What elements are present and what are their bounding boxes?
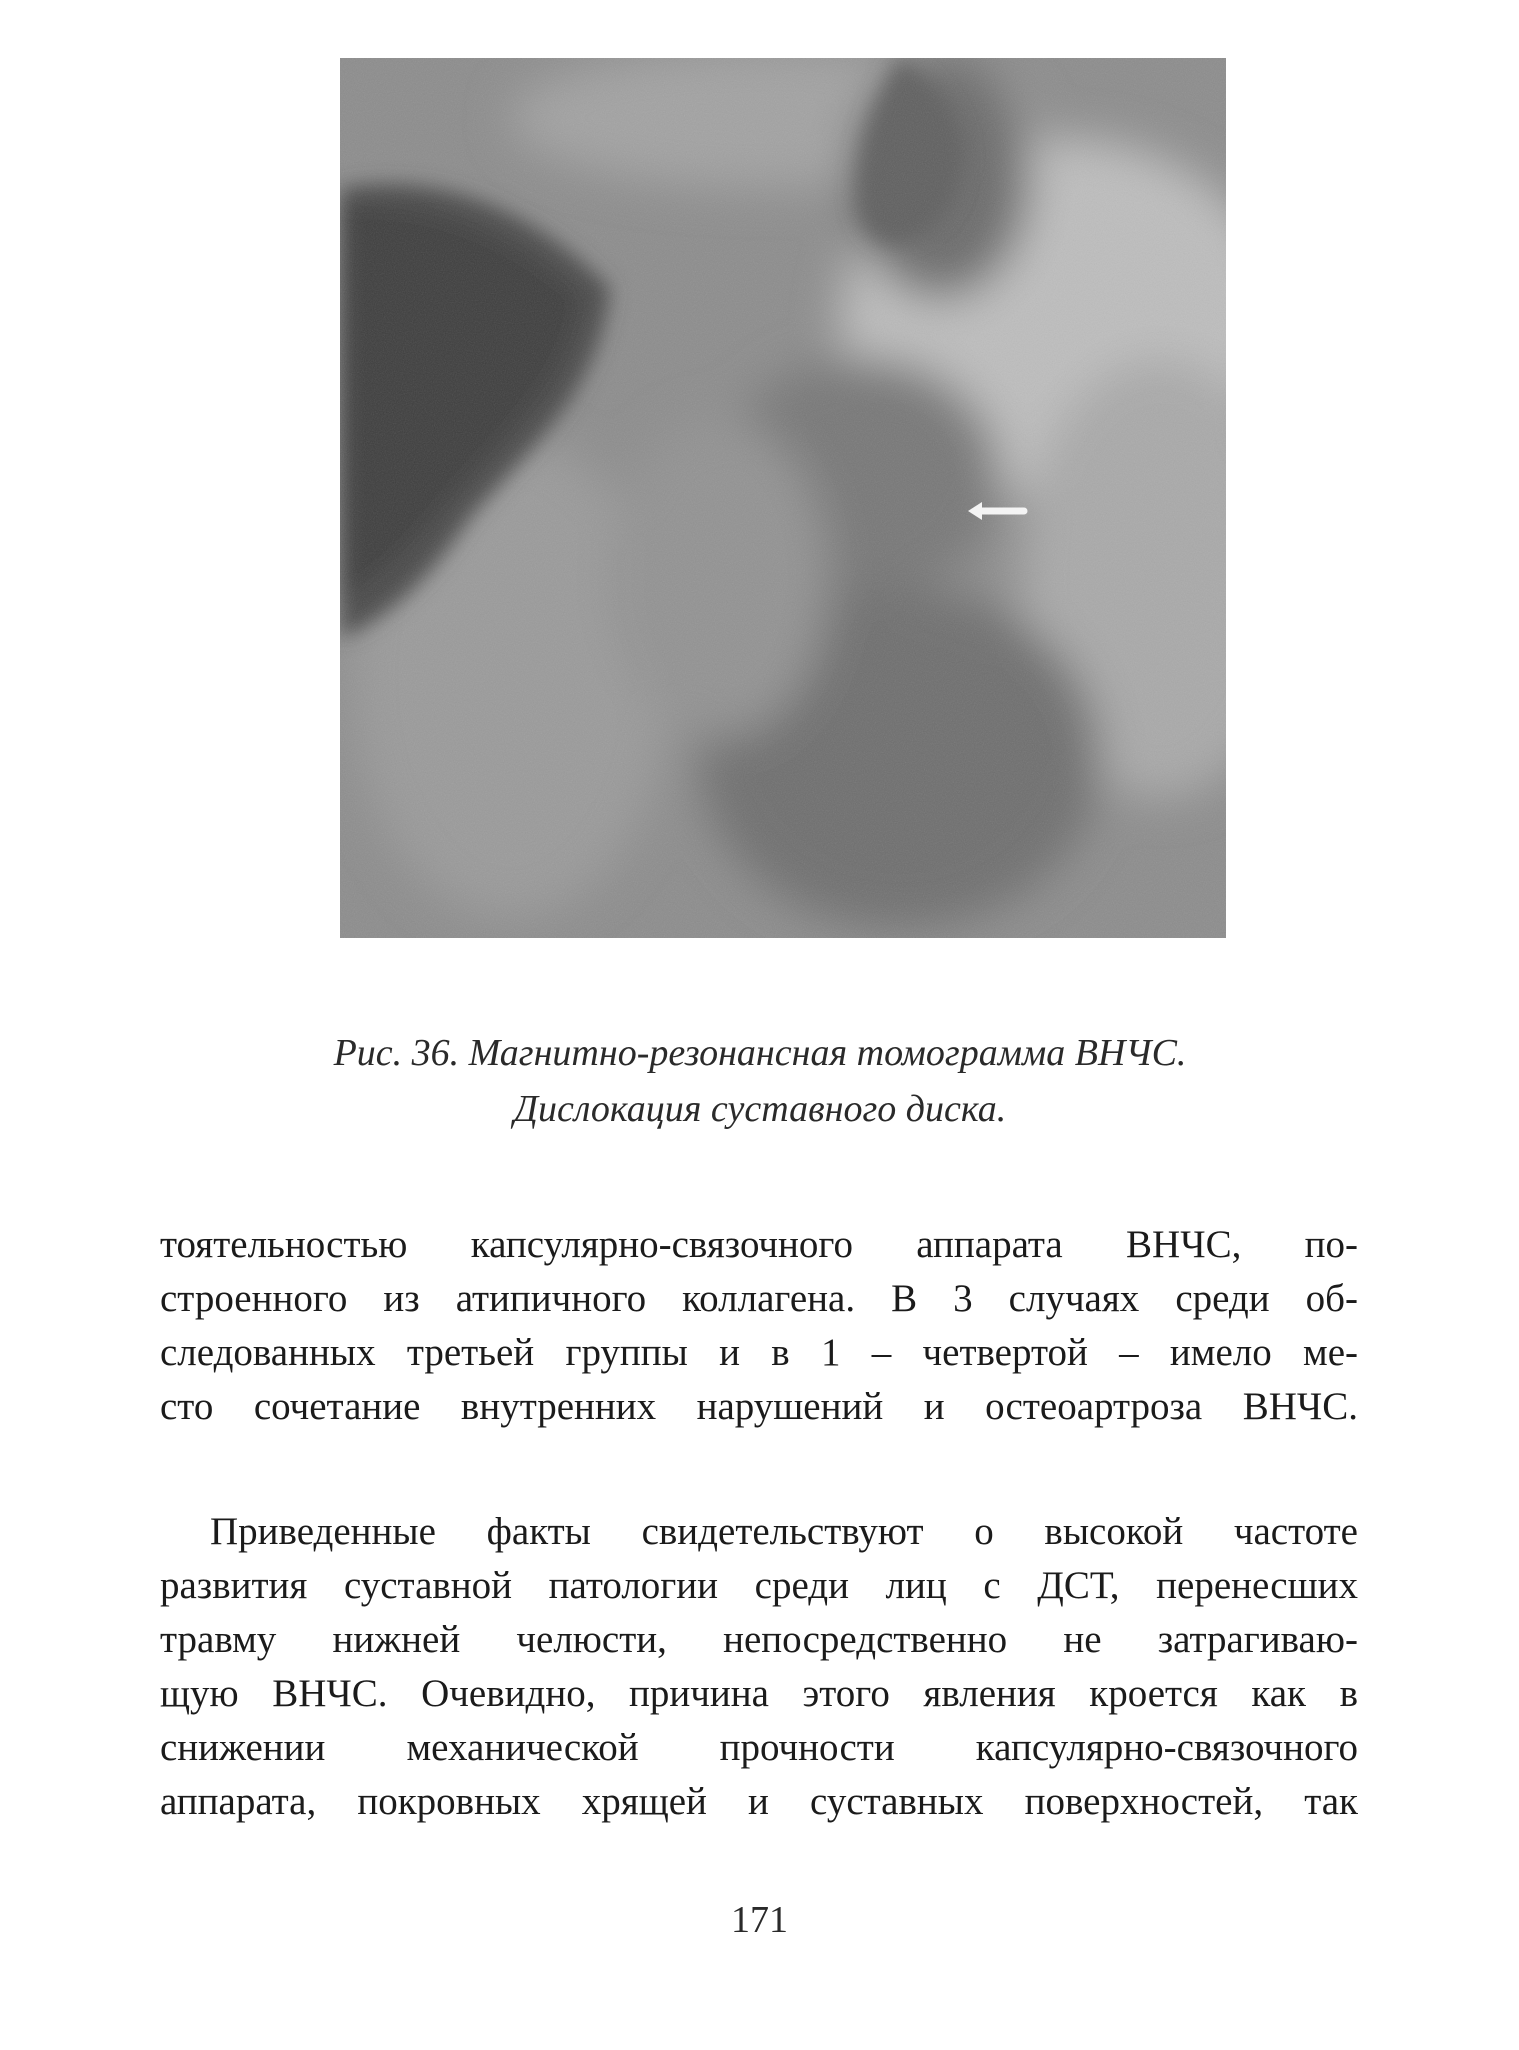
paragraph-line: сто сочетание внутренних нарушений и остеоартроза ВНЧС. (160, 1385, 1358, 1428)
body-paragraph-2 (160, 1505, 1358, 1829)
mri-scan-image (340, 58, 1226, 938)
paragraph-line: Приведенные факты свидетельствуют о высокой частоте (210, 1510, 1358, 1553)
body-paragraph-1 (160, 1218, 1358, 1434)
caption-line-2: Дислокация суставного диска. (513, 1088, 1007, 1130)
caption-line-1: Рис. 36. Магнитно-резонансная томограмма ВНЧС. (333, 1032, 1187, 1074)
figure-caption (180, 1025, 1340, 1137)
paragraph-line: строенного из атипичного коллагена. В 3 случаях среди об- (160, 1277, 1358, 1320)
paragraph-line: развития суставной патологии среди лиц с ДСТ, перенесших (160, 1564, 1358, 1607)
paragraph-line: тоятельностью капсулярно-связочного аппарата ВНЧС, по- (160, 1223, 1358, 1266)
mri-figure (340, 58, 1226, 938)
page-number: 171 (731, 1899, 788, 1941)
paragraph-line: травму нижней челюсти, непосредственно не затрагиваю- (160, 1618, 1358, 1661)
paragraph-line: щую ВНЧС. Очевидно, причина этого явления кроется как в (160, 1672, 1358, 1715)
paragraph-line: следованных третьей группы и в 1 – четвертой – имело ме- (160, 1331, 1358, 1374)
paragraph-line: снижении механической прочности капсулярно-связочного (160, 1726, 1358, 1769)
paragraph-line: аппарата, покровных хрящей и суставных поверхностей, так (160, 1780, 1358, 1823)
